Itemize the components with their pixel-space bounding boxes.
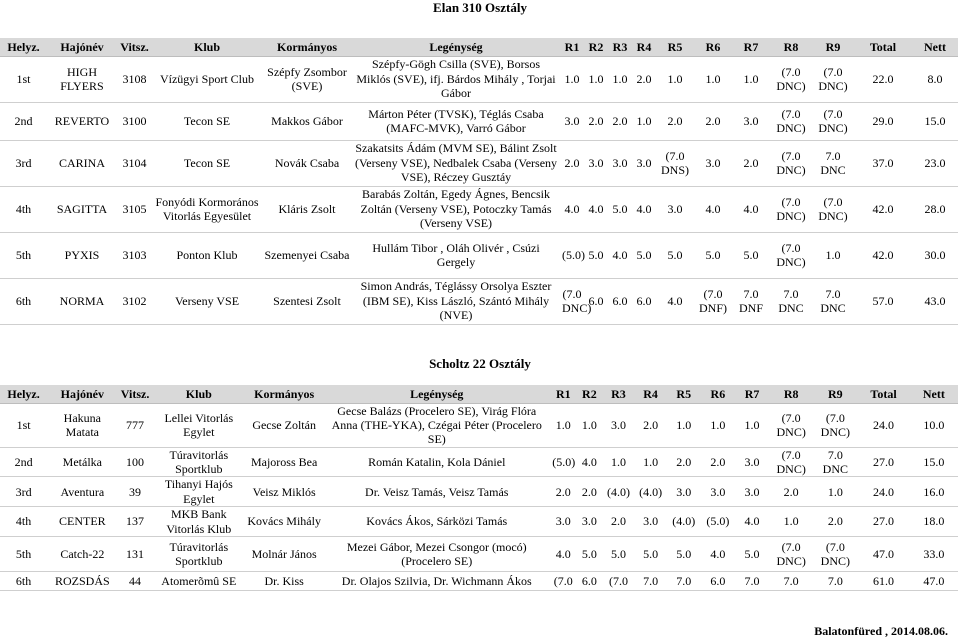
table-cell: Makkos Gábor — [262, 102, 352, 140]
table-cell: 137 — [117, 507, 152, 537]
table-cell: 4.0 — [560, 186, 584, 232]
table-row — [0, 186, 958, 232]
column-header: R5 — [667, 385, 701, 403]
table-cell: 16.0 — [910, 477, 958, 507]
table-cell: 5.0 — [608, 186, 632, 232]
class-title-elan: Elan 310 Osztály — [433, 0, 527, 15]
table-cell: 3108 — [117, 56, 152, 102]
table-cell: 3.0 — [667, 477, 701, 507]
table-cell: (7.0 DNC) — [769, 403, 813, 447]
table-cell: 6.0 — [584, 278, 608, 324]
table-cell: Barabás Zoltán, Egedy Ágnes, Bencsik Zoltán (Verseny VSE), Potoczky Tamás (Verseny VSE) — [352, 186, 560, 232]
column-header: R8 — [769, 385, 813, 403]
column-header: R1 — [560, 38, 584, 56]
table-cell: (7.0 DNC) — [812, 186, 854, 232]
column-header: R5 — [656, 38, 694, 56]
table-cell: 2.0 — [635, 403, 667, 447]
table-cell: (7.0 DNC) — [812, 102, 854, 140]
table-cell: Szakatsits Ádám (MVM SE), Bálint Zsolt (Verseny VSE), Nedbalek Csaba (Verseny VSE), Réczey Gusztáy — [352, 140, 560, 186]
table-cell: 3rd — [0, 140, 47, 186]
table-cell: 6th — [0, 278, 47, 324]
table-row — [0, 447, 958, 477]
column-header: R4 — [632, 38, 656, 56]
table-cell: 28.0 — [912, 186, 958, 232]
table-row — [0, 140, 958, 186]
table-cell: 7.0 — [813, 572, 857, 591]
table-cell: 1.0 — [656, 56, 694, 102]
table-cell: 4.0 — [550, 537, 576, 572]
table-cell: Catch-22 — [47, 537, 117, 572]
table-cell: 4.0 — [735, 507, 769, 537]
table-cell: Tecon SE — [152, 102, 262, 140]
table-cell: 7.0 DNC — [812, 278, 854, 324]
table-cell: Kláris Zsolt — [262, 186, 352, 232]
table-row — [0, 56, 958, 102]
table-cell: 37.0 — [854, 140, 912, 186]
table-cell: 3.0 — [732, 102, 770, 140]
table-cell: 2.0 — [584, 102, 608, 140]
column-header: Kormányos — [245, 385, 323, 403]
table-cell: 2.0 — [769, 477, 813, 507]
table-cell: Aventura — [47, 477, 117, 507]
table-cell: (7.0 DNC) — [770, 102, 812, 140]
table-cell: Szemenyei Csaba — [262, 232, 352, 278]
table-cell: Veisz Miklós — [245, 477, 323, 507]
table-cell: 5.0 — [667, 537, 701, 572]
table-cell: 7.0 DNF — [732, 278, 770, 324]
table-cell: Márton Péter (TVSK), Téglás Csaba (MAFC-MVK), Varró Gábor — [352, 102, 560, 140]
table-cell: 4.0 — [656, 278, 694, 324]
table-cell: (7.0 DNC) — [770, 140, 812, 186]
table-cell: Fonyódi Kormorános Vitorlás Egyesület — [152, 186, 262, 232]
column-header: Legénység — [352, 38, 560, 56]
table-cell: 3.0 — [560, 102, 584, 140]
column-header: R2 — [576, 385, 602, 403]
column-header: Klub — [153, 385, 245, 403]
table-body-elan — [0, 56, 958, 324]
table-cell: 1.0 — [701, 403, 735, 447]
table-cell: Metálka — [47, 447, 117, 477]
table-cell: 1.0 — [769, 507, 813, 537]
column-header: Vitsz. — [117, 38, 152, 56]
table-cell: 5.0 — [732, 232, 770, 278]
table-cell: (7.0 DNC) — [812, 56, 854, 102]
table-cell: CENTER — [47, 507, 117, 537]
table-cell: Dr. Kiss — [245, 572, 323, 591]
table-cell: Dr. Olajos Szilvia, Dr. Wichmann Ákos — [323, 572, 550, 591]
table-cell: 3.0 — [602, 403, 634, 447]
table-cell: (7.0 DNC) — [770, 232, 812, 278]
table-cell: Atomerõmû SE — [153, 572, 245, 591]
table-cell: (7.0 DNC) — [769, 537, 813, 572]
table-cell: 3.0 — [608, 140, 632, 186]
table-cell: 24.0 — [857, 403, 909, 447]
table-cell: 3.0 — [550, 507, 576, 537]
table-cell: (7.0 DNC) — [770, 56, 812, 102]
table-cell: Tihanyi Hajós Egylet — [153, 477, 245, 507]
footer-date: Balatonfüred , 2014.08.06. — [814, 624, 948, 638]
column-header: R1 — [550, 385, 576, 403]
table-cell: 5.0 — [602, 537, 634, 572]
table-cell: Lellei Vitorlás Egylet — [153, 403, 245, 447]
table-cell: 4.0 — [694, 186, 732, 232]
table-cell: 7.0 — [667, 572, 701, 591]
table-cell: 2.0 — [667, 447, 701, 477]
table-cell: 4th — [0, 507, 47, 537]
table-cell: 3100 — [117, 102, 152, 140]
table-row — [0, 102, 958, 140]
column-header: R9 — [813, 385, 857, 403]
table-cell: 1.0 — [635, 447, 667, 477]
table-cell: MKB Bank Vitorlás Klub — [153, 507, 245, 537]
table-row — [0, 403, 958, 447]
table-cell: Kovács Mihály — [245, 507, 323, 537]
table-header-scholtz — [0, 385, 958, 403]
table-cell: 33.0 — [910, 537, 958, 572]
table-cell: Majoross Bea — [245, 447, 323, 477]
header-row — [0, 38, 958, 56]
column-header: Legénység — [323, 385, 550, 403]
column-header: Nett — [910, 385, 958, 403]
table-cell: 7.0 DNC — [770, 278, 812, 324]
column-header: Hajónév — [47, 38, 117, 56]
table-cell: 2.0 — [602, 507, 634, 537]
table-cell: Hullám Tibor , Oláh Olivér , Csúzi Gergely — [352, 232, 560, 278]
table-cell: 6.0 — [608, 278, 632, 324]
table-cell: Molnár János — [245, 537, 323, 572]
table-cell: (7.0 DNS) — [656, 140, 694, 186]
table-cell: 8.0 — [912, 56, 958, 102]
table-cell: (5.0) — [701, 507, 735, 537]
table-cell: (4.0) — [602, 477, 634, 507]
table-cell: 43.0 — [912, 278, 958, 324]
table-cell: (7.0 DNC) — [813, 537, 857, 572]
table-cell: 3103 — [117, 232, 152, 278]
table-cell: 4.0 — [576, 447, 602, 477]
results-table-scholtz — [0, 385, 958, 591]
table-cell: 44 — [117, 572, 152, 591]
table-cell: 777 — [117, 403, 152, 447]
table-cell: 4.0 — [632, 186, 656, 232]
table-cell: Novák Csaba — [262, 140, 352, 186]
table-cell: 4.0 — [732, 186, 770, 232]
column-header: R8 — [770, 38, 812, 56]
table-cell: 6.0 — [701, 572, 735, 591]
table-cell: 4th — [0, 186, 47, 232]
table-cell: (7.0 DNC) — [813, 403, 857, 447]
table-cell: 5th — [0, 232, 47, 278]
header-row — [0, 385, 958, 403]
table-cell: ROZSDÁS — [47, 572, 117, 591]
column-header: R7 — [732, 38, 770, 56]
table-cell: 1.0 — [608, 56, 632, 102]
table-cell: 2nd — [0, 102, 47, 140]
table-cell: 3.0 — [735, 477, 769, 507]
table-cell: 10.0 — [910, 403, 958, 447]
table-cell: 61.0 — [857, 572, 909, 591]
table-cell: 6.0 — [576, 572, 602, 591]
table-cell: 3.0 — [656, 186, 694, 232]
table-cell: Gecse Balázs (Procelero SE), Virág Flóra Anna (THE-YKA), Czégai Péter (Procelero SE) — [323, 403, 550, 447]
table-cell: 27.0 — [857, 507, 909, 537]
column-header: R3 — [608, 38, 632, 56]
column-header: Vitsz. — [117, 385, 152, 403]
table-cell: 1.0 — [550, 403, 576, 447]
table-cell: 1.0 — [576, 403, 602, 447]
table-cell: 57.0 — [854, 278, 912, 324]
table-row — [0, 278, 958, 324]
table-cell: 42.0 — [854, 186, 912, 232]
table-cell: 2.0 — [732, 140, 770, 186]
table-cell: (4.0) — [667, 507, 701, 537]
column-header: R7 — [735, 385, 769, 403]
table-cell: 3.0 — [584, 140, 608, 186]
table-cell: Kovács Ákos, Sárközi Tamás — [323, 507, 550, 537]
table-cell: 1.0 — [813, 477, 857, 507]
table-cell: 23.0 — [912, 140, 958, 186]
table-cell: 30.0 — [912, 232, 958, 278]
table-cell: (7.0 — [550, 572, 576, 591]
table-cell: Mezei Gábor, Mezei Csongor (mocó) (Procelero SE) — [323, 537, 550, 572]
table-cell: 3102 — [117, 278, 152, 324]
table-cell: Túravitorlás Sportklub — [153, 447, 245, 477]
table-cell: 3.0 — [576, 507, 602, 537]
table-cell: Dr. Veisz Tamás, Veisz Tamás — [323, 477, 550, 507]
table-cell: 2.0 — [550, 477, 576, 507]
table-cell: 6.0 — [632, 278, 656, 324]
table-cell: 5.0 — [735, 537, 769, 572]
table-cell: (5.0) — [550, 447, 576, 477]
column-header: Nett — [912, 38, 958, 56]
table-cell: 22.0 — [854, 56, 912, 102]
table-row — [0, 572, 958, 591]
table-cell: 1.0 — [735, 403, 769, 447]
table-cell: 5.0 — [656, 232, 694, 278]
table-cell: 15.0 — [912, 102, 958, 140]
table-cell: Túravitorlás Sportklub — [153, 537, 245, 572]
table-cell: Hakuna Matata — [47, 403, 117, 447]
table-cell: 5.0 — [632, 232, 656, 278]
table-cell: 3105 — [117, 186, 152, 232]
table-cell: 4.0 — [608, 232, 632, 278]
table-body-scholtz — [0, 403, 958, 591]
table-cell: 1.0 — [632, 102, 656, 140]
table-cell: 6th — [0, 572, 47, 591]
column-header: R9 — [812, 38, 854, 56]
table-cell: (7.0 DNC) — [769, 447, 813, 477]
column-header: R3 — [602, 385, 634, 403]
column-header: R6 — [701, 385, 735, 403]
table-cell: Szentesi Zsolt — [262, 278, 352, 324]
table-cell: 18.0 — [910, 507, 958, 537]
table-cell: 7.0 — [769, 572, 813, 591]
table-cell: 2.0 — [560, 140, 584, 186]
table-cell: Vízügyi Sport Club — [152, 56, 262, 102]
table-cell: 1.0 — [732, 56, 770, 102]
table-cell: 2.0 — [608, 102, 632, 140]
table-cell: NORMA — [47, 278, 117, 324]
table-cell: 7.0 — [735, 572, 769, 591]
table-cell: 1st — [0, 403, 47, 447]
table-cell: 3104 — [117, 140, 152, 186]
table-cell: 39 — [117, 477, 152, 507]
table-cell: 15.0 — [910, 447, 958, 477]
table-cell: 1.0 — [812, 232, 854, 278]
table-cell: 4.0 — [701, 537, 735, 572]
table-cell: 3.0 — [635, 507, 667, 537]
table-cell: (7.0 DNF) — [694, 278, 732, 324]
table-cell: 5.0 — [584, 232, 608, 278]
table-cell: Tecon SE — [152, 140, 262, 186]
column-header: R2 — [584, 38, 608, 56]
table-cell: 1.0 — [560, 56, 584, 102]
table-row — [0, 537, 958, 572]
table-cell: 2.0 — [701, 447, 735, 477]
table-cell: 2.0 — [813, 507, 857, 537]
table-cell: 3.0 — [694, 140, 732, 186]
table-cell: (7.0 DNC) — [770, 186, 812, 232]
table-cell: 27.0 — [857, 447, 909, 477]
column-header: Helyz. — [0, 38, 47, 56]
table-cell: 1.0 — [694, 56, 732, 102]
column-header: Total — [857, 385, 909, 403]
table-cell: CARINA — [47, 140, 117, 186]
table-cell: 7.0 — [635, 572, 667, 591]
table-cell: PYXIS — [47, 232, 117, 278]
table-cell: 1.0 — [584, 56, 608, 102]
table-cell: Szépfy-Gögh Csilla (SVE), Borsos Miklós (SVE), ifj. Bárdos Mihály , Torjai Gábor — [352, 56, 560, 102]
results-table-elan — [0, 38, 958, 325]
table-cell: 5.0 — [576, 537, 602, 572]
table-cell: 24.0 — [857, 477, 909, 507]
table-cell: 2nd — [0, 447, 47, 477]
table-cell: 100 — [117, 447, 152, 477]
table-cell: 2.0 — [656, 102, 694, 140]
table-header-elan — [0, 38, 958, 56]
table-row — [0, 507, 958, 537]
table-cell: SAGITTA — [47, 186, 117, 232]
table-cell: 2.0 — [694, 102, 732, 140]
table-cell: 131 — [117, 537, 152, 572]
table-cell: 3.0 — [701, 477, 735, 507]
table-cell: 5.0 — [635, 537, 667, 572]
table-cell: 47.0 — [910, 572, 958, 591]
table-cell: Gecse Zoltán — [245, 403, 323, 447]
table-cell: (7.0 — [602, 572, 634, 591]
table-cell: 2.0 — [576, 477, 602, 507]
table-row — [0, 232, 958, 278]
class-title-scholtz: Scholtz 22 Osztály — [429, 356, 531, 371]
table-cell: Szépfy Zsombor (SVE) — [262, 56, 352, 102]
table-cell: 47.0 — [857, 537, 909, 572]
column-header: R6 — [694, 38, 732, 56]
table-cell: 4.0 — [584, 186, 608, 232]
table-cell: 3.0 — [735, 447, 769, 477]
table-cell: 5th — [0, 537, 47, 572]
table-cell: Román Katalin, Kola Dániel — [323, 447, 550, 477]
table-cell: 7.0 DNC — [813, 447, 857, 477]
table-cell: 3.0 — [632, 140, 656, 186]
table-cell: 1.0 — [667, 403, 701, 447]
table-cell: 3rd — [0, 477, 47, 507]
table-cell: REVERTO — [47, 102, 117, 140]
table-cell: Verseny VSE — [152, 278, 262, 324]
column-header: Helyz. — [0, 385, 47, 403]
table-cell: 1st — [0, 56, 47, 102]
table-cell: 2.0 — [632, 56, 656, 102]
table-cell: Ponton Klub — [152, 232, 262, 278]
column-header: Hajónév — [47, 385, 117, 403]
table-cell: 7.0 DNC — [812, 140, 854, 186]
table-cell: Simon András, Téglássy Orsolya Eszter (IBM SE), Kiss László, Szántó Mihály (NVE) — [352, 278, 560, 324]
table-cell: 42.0 — [854, 232, 912, 278]
column-header: Kormányos — [262, 38, 352, 56]
column-header: Total — [854, 38, 912, 56]
table-cell: (4.0) — [635, 477, 667, 507]
table-cell: (7.0 DNC) — [560, 278, 584, 324]
table-cell: 1.0 — [602, 447, 634, 477]
column-header: R4 — [635, 385, 667, 403]
column-header: Klub — [152, 38, 262, 56]
table-row — [0, 477, 958, 507]
table-cell: (5.0) — [560, 232, 584, 278]
table-cell: 5.0 — [694, 232, 732, 278]
table-cell: 29.0 — [854, 102, 912, 140]
table-cell: HIGH FLYERS — [47, 56, 117, 102]
